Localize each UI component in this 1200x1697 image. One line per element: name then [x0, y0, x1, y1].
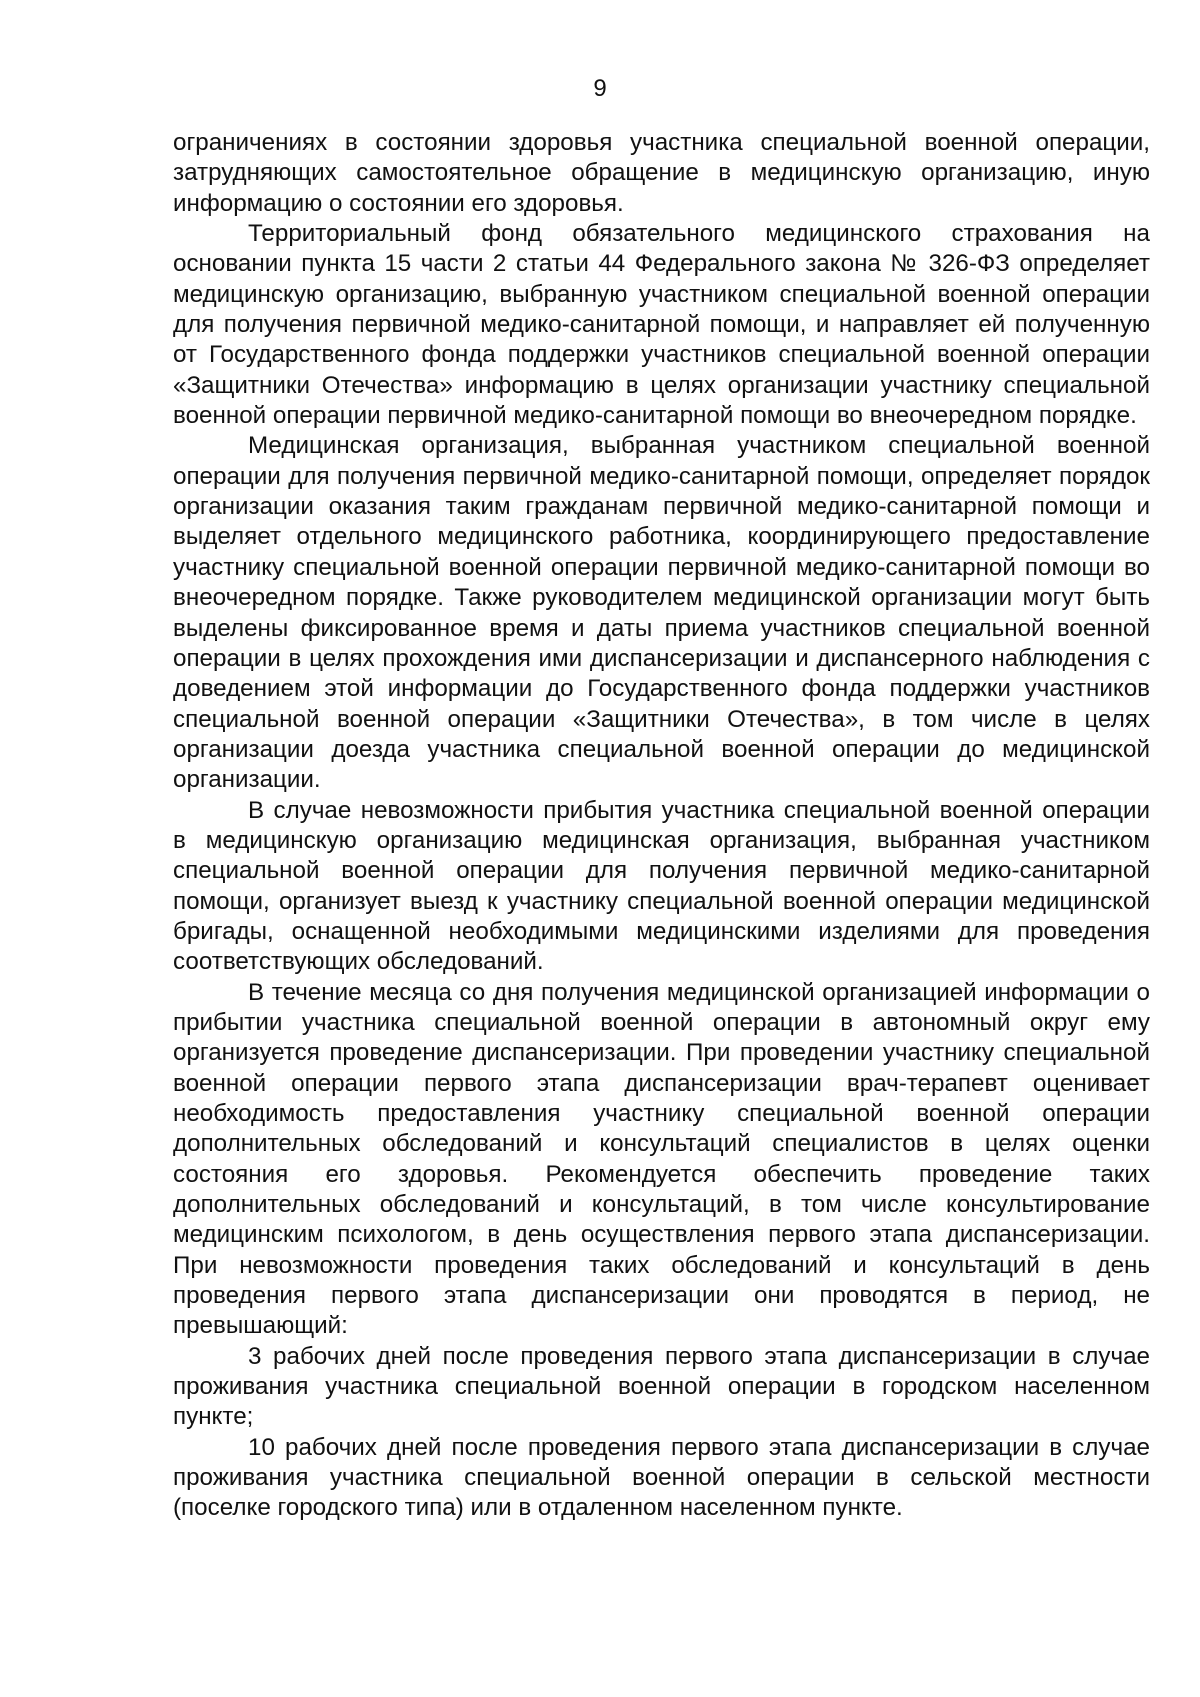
paragraph-medical-team-visit: В случае невозможности прибытия участника специальной военной операции в медицинскую организацию медицинская организация, выбранная участником специальной военной операции для получения первичной медико-санитарной помощи, организует выезд к участнику специальной военной операции медицинской бригады, оснащенной необходимыми медицинскими изделиями для проведения соответствующих обследований. [173, 796, 1150, 976]
paragraph-territorial-fund: Территориальный фонд обязательного медицинского страхования на основании пункта 15 части 2 статьи 44 Федерального закона № 326-ФЗ определяет медицинскую организацию, выбранную участником специальной военной операции для получения первичной медико-санитарной помощи, и направляет ей полученную от Государственного фонда поддержки участников специальной военной операции «Защитники Отечества» информацию в целях организации участнику специальной военной операции первичной медико-санитарной помощи во внеочередном порядке. [173, 220, 1150, 430]
paragraph-medical-organization: Медицинская организация, выбранная участником специальной военной операции для получения первичной медико-санитарной помощи, определяет порядок организации оказания таким гражданам первичной медико-санитарной помощи и выделяет отдельного медицинского работника, координирующего предоставление участнику специальной военной операции первичной медико-санитарной помощи во внеочередном порядке. Также руководителем медицинской организации могут быть выделены фиксированное время и даты приема участников специальной военной операции в целях прохождения ими диспансеризации и диспансерного наблюдения с доведением этой информации до Государственного фонда поддержки участников специальной военной операции «Защитники Отечества», в том числе в целях организации доезда участника специальной военной операции до медицинской организации. [173, 432, 1150, 794]
page-number: 9 [593, 75, 607, 102]
document-body [173, 128, 1150, 1524]
paragraph-continuation: ограничениях в состоянии здоровья участника специальной военной операции, затрудняющих самостоятельное обращение в медицинскую организацию, иную информацию о состоянии его здоровья. [173, 129, 1150, 217]
paragraph-dispensary-examination: В течение месяца со дня получения медицинской организацией информации о прибытии участника специальной военной операции в автономный округ ему организуется проведение диспансеризации. При проведении участнику специальной военной операции первого этапа диспансеризации врач-терапевт оценивает необходимость предоставления участнику специальной военной операции дополнительных обследований и консультаций специалистов в целях оценки состояния его здоровья. Рекомендуется обеспечить проведение таких дополнительных обследований и консультаций, в том числе консультирование медицинским психологом, в день осуществления первого этапа диспансеризации. При невозможности проведения таких обследований и консультаций в день проведения первого этапа диспансеризации они проводятся в период, не превышающий: [173, 978, 1150, 1340]
paragraph-rural-deadline: 10 рабочих дней после проведения первого этапа диспансеризации в случае проживания участника специальной военной операции в сельской местности (поселке городского типа) или в отдаленном населенном пункте. [173, 1433, 1150, 1522]
paragraph-urban-deadline: 3 рабочих дней после проведения первого этапа диспансеризации в случае проживания участника специальной военной операции в городском населенном пункте; [173, 1342, 1150, 1431]
